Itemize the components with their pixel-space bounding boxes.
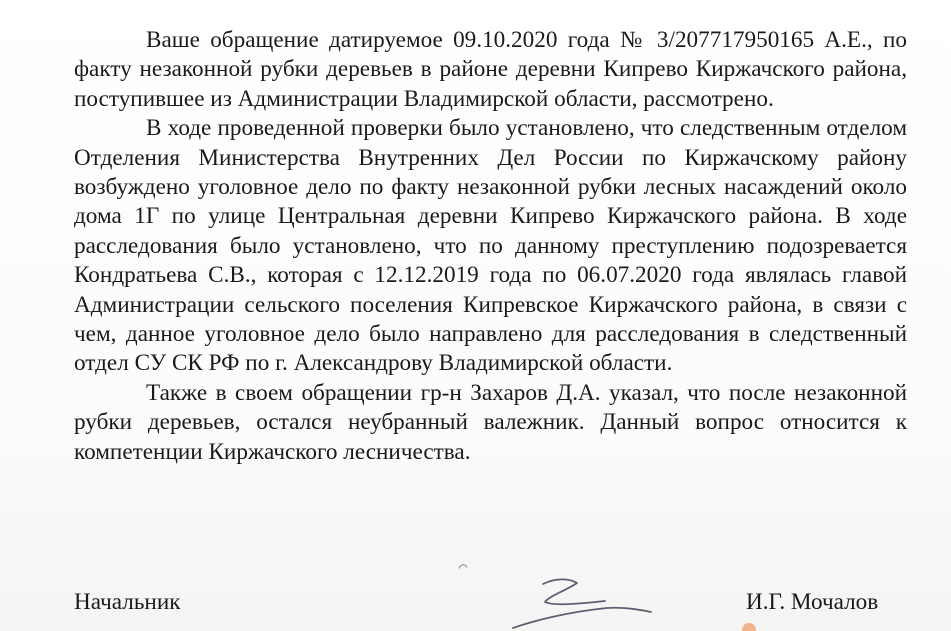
handwritten-signature bbox=[455, 548, 655, 631]
letter-body bbox=[74, 26, 907, 467]
paragraph-appeal-reviewed: Ваше обращение датируемое 09.10.2020 года № 3/207717950165 А.Е., по факту незаконной рубки деревьев в районе деревни Кипрево Киржачского района, поступившее из Администрации Владимирской области, рассмотрено. bbox=[74, 27, 907, 112]
signer-name: И.Г. Мочалов bbox=[746, 589, 879, 615]
signer-position: Начальник bbox=[74, 589, 181, 615]
corner-mark bbox=[742, 623, 756, 631]
paragraph-investigation: В ходе проведенной проверки было установлено, что следственным отделом Отделения Министерства Внутренних Дел России по Киржачскому району возбуждено уголовное дело по факту незаконной рубки лесных насаждений около дома 1Г по улице Центральная деревни Кипрево Киржачского района. В ходе расследования было установлено, что по данному преступлению подозревается Кондратьева С.В., которая с 12.12.2019 года по 06.07.2020 года являлась главой Администрации сельского поселения Кипревское Киржачского района, в связи с чем, данное уголовное дело было направлено для расследования в следственный отдел СУ СК РФ по г. Александрову Владимирской области. bbox=[74, 115, 907, 377]
paragraph-deadwood: Также в своем обращении гр-н Захаров Д.А. указал, что после незаконной рубки деревьев, остался неубранный валежник. Данный вопрос относится к компетенции Киржачского лесничества. bbox=[74, 379, 907, 465]
